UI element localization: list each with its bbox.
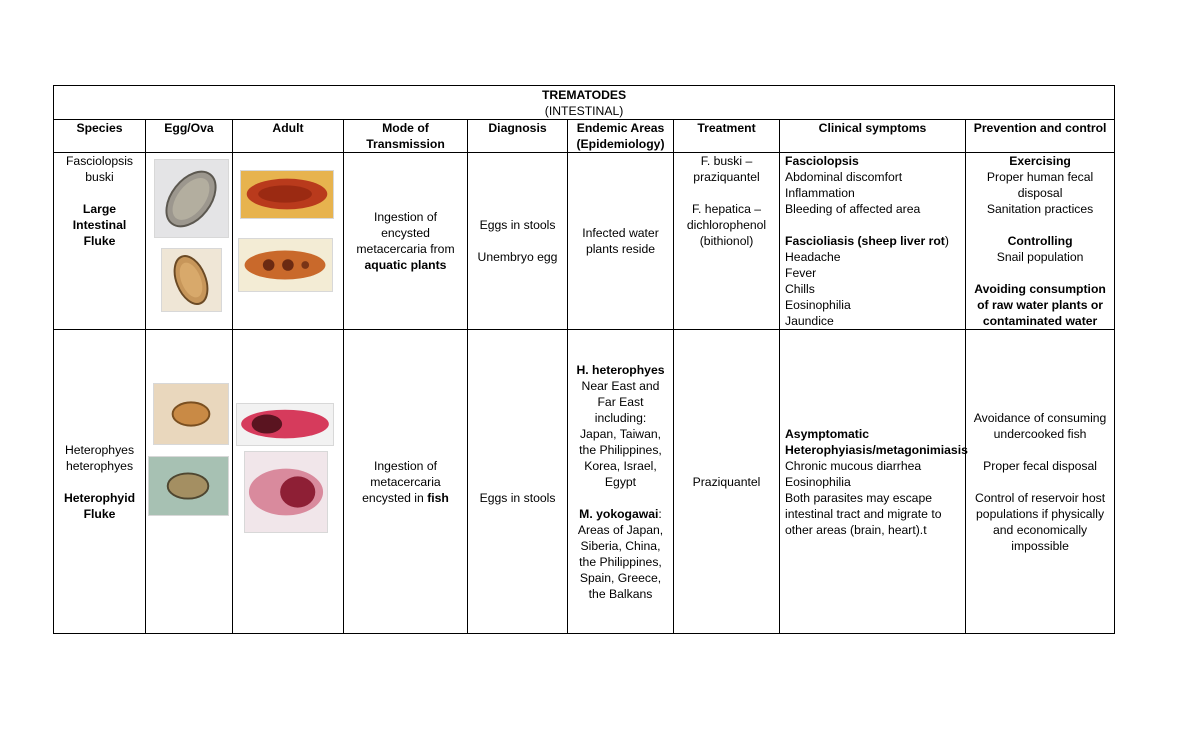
species-cell — [54, 330, 146, 634]
treatment-text: F. hepatica – — [691, 202, 762, 216]
species-cell — [54, 153, 146, 330]
endemic-heading — [573, 506, 668, 522]
prevention-cell — [966, 153, 1115, 330]
species-name: buski — [85, 170, 114, 184]
endemic-item: Siberia, China, — [580, 538, 661, 553]
adult-fluke-image — [238, 238, 333, 292]
endemic-item: Far East — [597, 394, 644, 409]
endemic-item: Korea, Israel, — [584, 458, 657, 473]
mode-text: encysted — [381, 226, 430, 240]
species-name: Heterophyes — [64, 442, 135, 457]
symptom-item: Inflammation — [785, 186, 855, 200]
clinical-cell — [780, 153, 966, 330]
endemic-item: the Balkans — [588, 586, 653, 601]
egg-images-cell — [146, 153, 233, 330]
endemic-item: Spain, Greece, — [579, 570, 662, 585]
prevention-item: and economically — [992, 522, 1088, 537]
endemic-item: the Philippines, — [579, 442, 662, 457]
mode-text — [349, 490, 462, 506]
diagnosis-text: Eggs in stools — [479, 218, 556, 232]
prevention-item: Avoidance of consuming — [973, 410, 1107, 425]
clinical-heading-end: ) — [944, 234, 949, 248]
prevention-heading: Controlling — [1007, 234, 1073, 248]
header-endemic-line2: (Epidemiology) — [576, 137, 665, 151]
endemic-item: the Philippines, — [579, 554, 662, 569]
clinical-heading: Heterophyiasis/metagonimiasis — [785, 442, 968, 457]
adult-images-cell — [233, 153, 344, 330]
prevention-item: undercooked fish — [993, 426, 1087, 441]
endemic-text: plants reside — [585, 242, 656, 256]
mode-text: metacercaria — [370, 474, 441, 489]
mode-text-plain: encysted in — [362, 490, 428, 505]
header-clinical: Clinical symptoms — [780, 120, 966, 153]
endemic-text: Infected water — [582, 226, 659, 240]
prevention-item: Control of reservoir host — [975, 490, 1106, 505]
header-prevention: Prevention and control — [966, 120, 1115, 153]
adult-images-cell — [233, 330, 344, 634]
egg-micrograph-image — [148, 456, 229, 516]
clinical-heading-bold: Fascioliasis (sheep liver rot — [785, 234, 945, 248]
common-name: Heterophyid — [63, 490, 136, 505]
symptom-item: other areas (brain, heart).t — [785, 522, 927, 537]
table-title: TREMATODES — [541, 88, 627, 102]
table-row-fasciolopsis — [54, 153, 1115, 330]
prevention-item: Proper human fecal — [986, 170, 1094, 184]
treatment-text: F. buski – — [700, 154, 753, 168]
table-subtitle: (INTESTINAL) — [544, 104, 624, 118]
egg-micrograph-image — [153, 383, 229, 445]
common-name: Fluke — [83, 506, 116, 521]
mode-text: Ingestion of — [373, 210, 437, 224]
treatment-cell — [674, 153, 780, 330]
treatment-text: (bithionol) — [699, 234, 754, 248]
prevention-item: impossible — [1011, 538, 1069, 553]
prevention-heading: of raw water plants or — [977, 298, 1104, 312]
diagnosis-cell — [468, 330, 568, 634]
header-mode-line1: Mode of — [382, 121, 429, 135]
endemic-item: Japan, Taiwan, — [579, 426, 662, 441]
trematodes-table — [53, 85, 1115, 634]
header-egg: Egg/Ova — [146, 120, 233, 153]
clinical-cell — [780, 330, 966, 634]
endemic-item: Near East and — [581, 378, 660, 393]
symptom-item: Abdominal discomfort — [785, 170, 903, 184]
mode-cell — [344, 153, 468, 330]
symptom-item: Eosinophilia — [785, 474, 851, 489]
prevention-heading: contaminated water — [982, 314, 1098, 328]
prevention-item: populations if physically — [976, 506, 1105, 521]
symptom-item: Jaundice — [785, 314, 834, 328]
mode-text: Ingestion of — [373, 458, 437, 473]
mode-text: metacercaria from — [356, 242, 455, 256]
common-name: Intestinal — [72, 218, 127, 232]
prevention-item: disposal — [1017, 186, 1063, 200]
header-endemic — [568, 120, 674, 153]
species-name: heterophyes — [65, 458, 134, 473]
egg-micrograph-image — [161, 248, 222, 312]
symptom-item: Bleeding of affected area — [785, 202, 921, 216]
symptom-item: Both parasites may escape — [785, 490, 933, 505]
symptom-item: Chills — [785, 282, 815, 296]
header-adult: Adult — [233, 120, 344, 153]
mode-cell — [344, 330, 468, 634]
adult-fluke-image — [236, 403, 334, 446]
mode-text: aquatic plants — [364, 258, 447, 272]
table-title-cell — [54, 86, 1115, 120]
endemic-item: including: — [594, 410, 647, 425]
header-row — [54, 120, 1115, 153]
mode-text-bold: fish — [427, 490, 449, 505]
treatment-text: praziquantel — [693, 170, 760, 184]
prevention-item: Snail population — [996, 250, 1084, 264]
common-name: Fluke — [83, 234, 116, 248]
prevention-heading: Exercising — [1009, 154, 1071, 168]
symptom-item: Fever — [785, 266, 817, 280]
symptom-item: Eosinophilia — [785, 298, 851, 312]
clinical-heading: Asymptomatic — [785, 426, 869, 441]
prevention-item: Proper fecal disposal — [983, 458, 1097, 473]
treatment-text: dichlorophenol — [686, 218, 767, 232]
prevention-heading: Avoiding consumption — [974, 282, 1106, 296]
diagnosis-text: Unembryo egg — [477, 250, 558, 264]
prevention-item: Sanitation practices — [986, 202, 1094, 216]
endemic-item: Areas of Japan, — [577, 522, 664, 537]
endemic-heading-bold: M. yokogawai — [579, 506, 659, 521]
symptom-item: Headache — [785, 250, 841, 264]
common-name: Large — [82, 202, 117, 216]
adult-fluke-image — [244, 451, 328, 533]
header-species: Species — [54, 120, 146, 153]
header-diagnosis: Diagnosis — [468, 120, 568, 153]
treatment-text: Praziquantel — [692, 474, 761, 489]
table-row-heterophyes — [54, 330, 1115, 634]
header-treatment: Treatment — [674, 120, 780, 153]
diagnosis-cell — [468, 153, 568, 330]
header-mode-line2: Transmission — [366, 137, 445, 151]
symptom-item: intestinal tract and migrate to — [785, 506, 942, 521]
endemic-item: Egypt — [604, 474, 637, 489]
endemic-cell — [568, 153, 674, 330]
title-row — [54, 86, 1115, 120]
endemic-cell — [568, 330, 674, 634]
header-mode — [344, 120, 468, 153]
clinical-heading: Fasciolopsis — [785, 154, 859, 168]
species-name: Fasciolopsis — [65, 154, 134, 168]
header-endemic-line1: Endemic Areas — [576, 121, 665, 135]
egg-micrograph-image — [154, 159, 229, 238]
egg-images-cell — [146, 330, 233, 634]
adult-fluke-image — [240, 170, 334, 219]
diagnosis-text: Eggs in stools — [479, 490, 556, 505]
clinical-heading — [785, 233, 960, 249]
symptom-item: Chronic mucous diarrhea — [785, 458, 922, 473]
endemic-heading: H. heterophyes — [576, 362, 665, 377]
endemic-heading-end: : — [658, 506, 662, 521]
prevention-cell — [966, 330, 1115, 634]
treatment-cell — [674, 330, 780, 634]
